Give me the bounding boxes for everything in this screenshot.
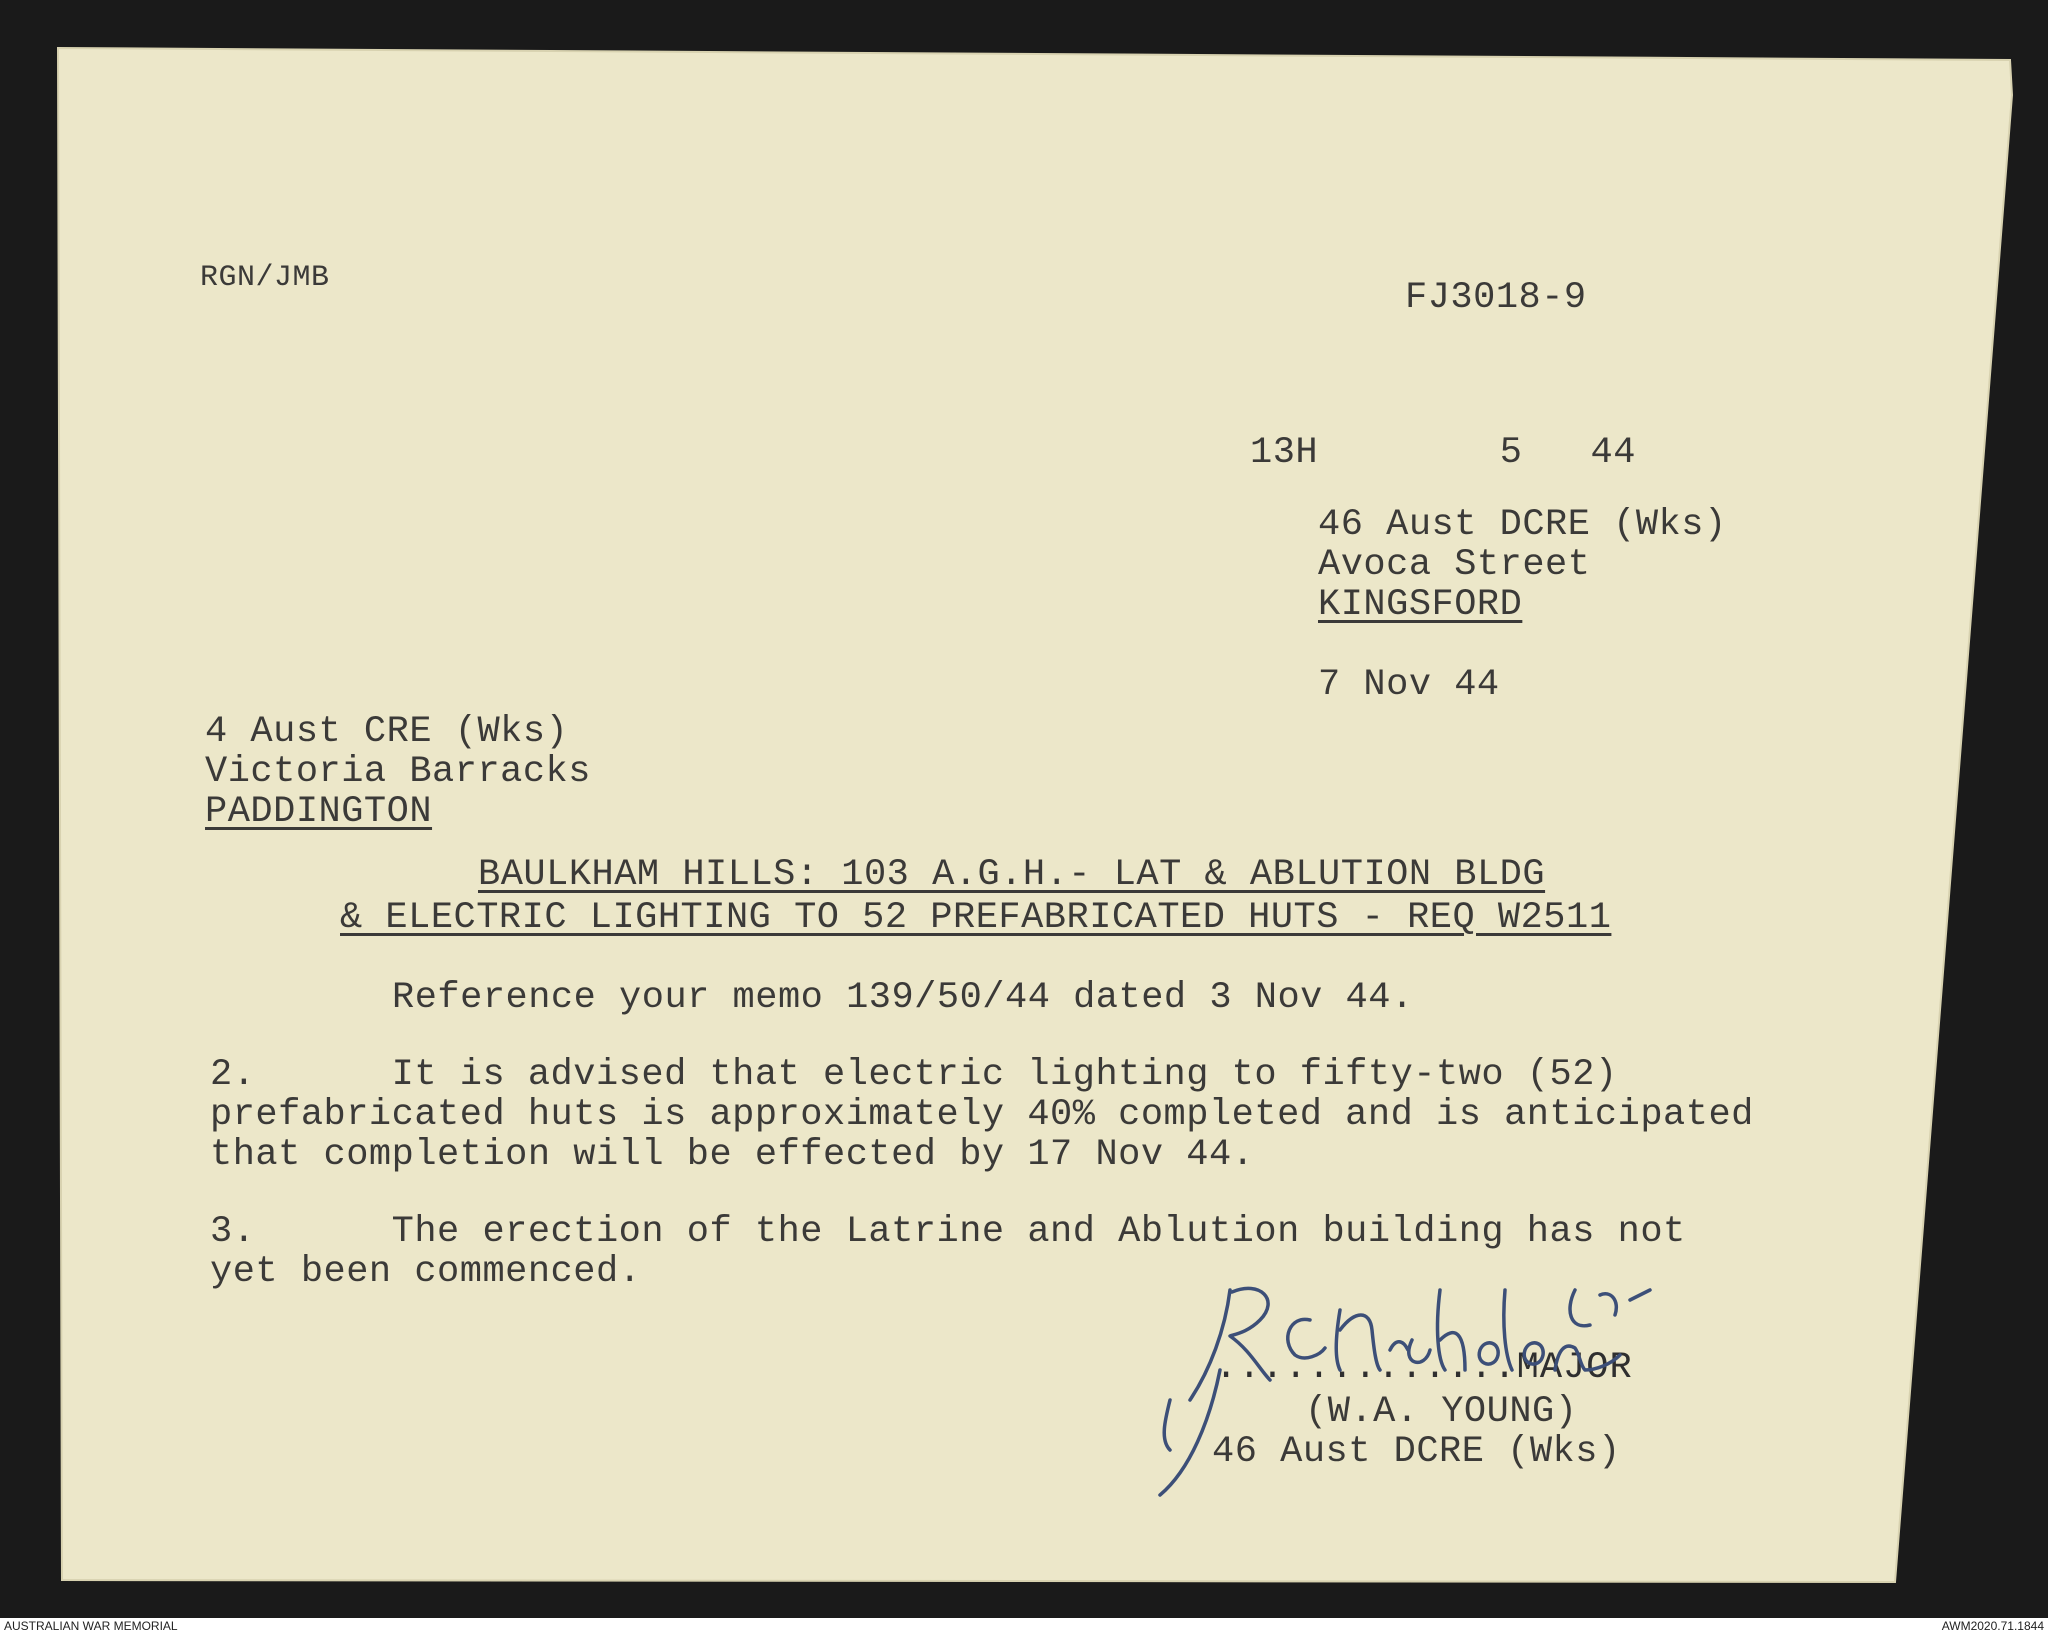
paragraph-3-line2: yet been commenced. <box>210 1251 642 1293</box>
from-address-line3: KINGSFORD <box>1318 584 1523 626</box>
paragraph-3-line1: 3. The erection of the Latrine and Ablution building has not <box>210 1211 1686 1253</box>
subject-line2: & ELECTRIC LIGHTING TO 52 PREFABRICATED HUTS - REQ W2511 <box>340 897 1612 939</box>
from-address-line1: 46 Aust DCRE (Wks) <box>1318 504 1727 546</box>
archive-catalogue-number: AWM2020.71.1844 <box>1941 1619 2044 1633</box>
to-address-line2: Victoria Barracks <box>205 751 591 793</box>
letter-date: 7 Nov 44 <box>1318 664 1500 706</box>
from-address-line2: Avoca Street <box>1318 544 1591 586</box>
registry-code: 13H 5 44 <box>1250 432 1636 474</box>
signatory-unit: 46 Aust DCRE (Wks) <box>1212 1431 1621 1473</box>
to-address-line3: PADDINGTON <box>205 791 433 833</box>
archive-footer <box>0 1618 2048 1635</box>
paragraph-2-line1: 2. It is advised that electric lighting to fifty-two (52) <box>210 1054 1618 1096</box>
paragraph-1: Reference your memo 139/50/44 dated 3 Nov 44. <box>392 977 1414 1019</box>
subject-line1: BAULKHAM HILLS: 103 A.G.H.- LAT & ABLUTION BLDG <box>478 854 1546 896</box>
to-address-line1: 4 Aust CRE (Wks) <box>205 711 569 753</box>
paragraph-2-line2: prefabricated huts is approximately 40% completed and is anticipated <box>210 1094 1754 1136</box>
paragraph-2-line3: that completion will be effected by 17 Nov 44. <box>210 1134 1255 1176</box>
reference-initials: RGN/JMB <box>200 261 330 295</box>
archive-name: AUSTRALIAN WAR MEMORIAL <box>4 1619 178 1633</box>
file-number: FJ3018-9 <box>1405 277 1587 319</box>
signatory-name: (W.A. YOUNG) <box>1305 1391 1578 1433</box>
signature-dots-rank: .............MAJOR <box>1215 1347 1633 1389</box>
handwritten-signature <box>1140 1270 1700 1510</box>
